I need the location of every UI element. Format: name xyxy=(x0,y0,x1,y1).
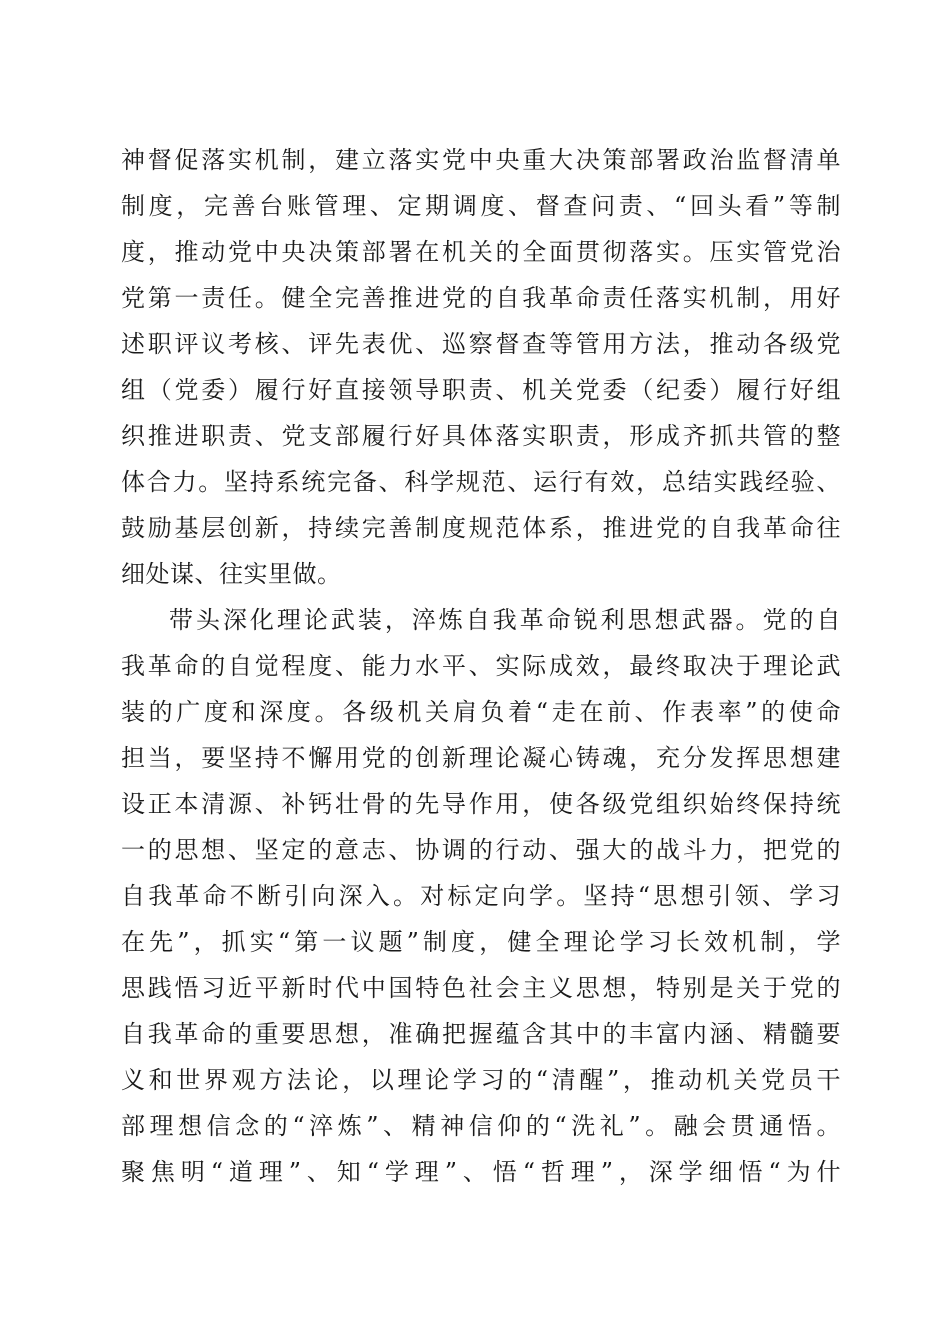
paragraph-2-line-11: 义和世界观方法论，以理论学习的“清醒”，推动机关党员干 xyxy=(121,1066,841,1094)
paragraph-2-line-5: 设正本清源、补钙壮骨的先导作用，使各级党组织始终保持统 xyxy=(121,790,841,818)
paragraph-2-line-6: 一的思想、坚定的意志、协调的行动、强大的战斗力，把党的 xyxy=(121,836,841,864)
paragraph-1-line-6: 组（党委）履行好直接领导职责、机关党委（纪委）履行好组 xyxy=(121,376,841,404)
paragraph-2-line-10: 自我革命的重要思想，准确把握蕴含其中的丰富内涵、精髓要 xyxy=(121,1020,841,1048)
paragraph-1-line-10: 细处谋、往实里做。 xyxy=(121,560,342,588)
paragraph-2-line-12: 部理想信念的“淬炼”、精神信仰的“洗礼”。融会贯通悟。 xyxy=(121,1112,841,1140)
paragraph-2 xyxy=(121,597,841,1195)
paragraph-2-line-9: 思践悟习近平新时代中国特色社会主义思想，特别是关于党的 xyxy=(121,974,841,1002)
paragraph-1-line-4: 党第一责任。健全完善推进党的自我革命责任落实机制，用好 xyxy=(121,284,841,312)
paragraph-2-line-2: 我革命的自觉程度、能力水平、实际成效，最终取决于理论武 xyxy=(121,652,841,680)
paragraph-1 xyxy=(121,137,841,597)
paragraph-1-line-5: 述职评议考核、评先表优、巡察督查等管用方法，推动各级党 xyxy=(121,330,841,358)
paragraph-1-line-7: 织推进职责、党支部履行好具体落实职责，形成齐抓共管的整 xyxy=(121,422,841,450)
paragraph-2-line-4: 担当，要坚持不懈用党的创新理论凝心铸魂，充分发挥思想建 xyxy=(121,744,841,772)
paragraph-2-line-7: 自我革命不断引向深入。对标定向学。坚持“思想引领、学习 xyxy=(121,882,841,910)
paragraph-1-line-8: 体合力。坚持系统完备、科学规范、运行有效，总结实践经验、 xyxy=(121,468,841,496)
paragraph-1-line-3: 度，推动党中央决策部署在机关的全面贯彻落实。压实管党治 xyxy=(121,238,841,266)
paragraph-1-line-1: 神督促落实机制，建立落实党中央重大决策部署政治监督清单 xyxy=(121,146,841,174)
paragraph-2-line-13: 聚焦明“道理”、知“学理”、悟“哲理”，深学细悟“为什 xyxy=(121,1158,841,1186)
paragraph-2-line-3: 装的广度和深度。各级机关肩负着“走在前、作表率”的使命 xyxy=(121,698,841,726)
paragraph-2-line-8: 在先”，抓实“第一议题”制度，健全理论学习长效机制，学 xyxy=(121,928,841,956)
paragraph-1-line-2: 制度，完善台账管理、定期调度、督查问责、“回头看”等制 xyxy=(121,192,841,220)
paragraph-2-line-1: 带头深化理论武装，淬炼自我革命锐利思想武器。党的自 xyxy=(169,606,841,634)
paragraph-1-line-9: 鼓励基层创新，持续完善制度规范体系，推进党的自我革命往 xyxy=(121,514,841,542)
